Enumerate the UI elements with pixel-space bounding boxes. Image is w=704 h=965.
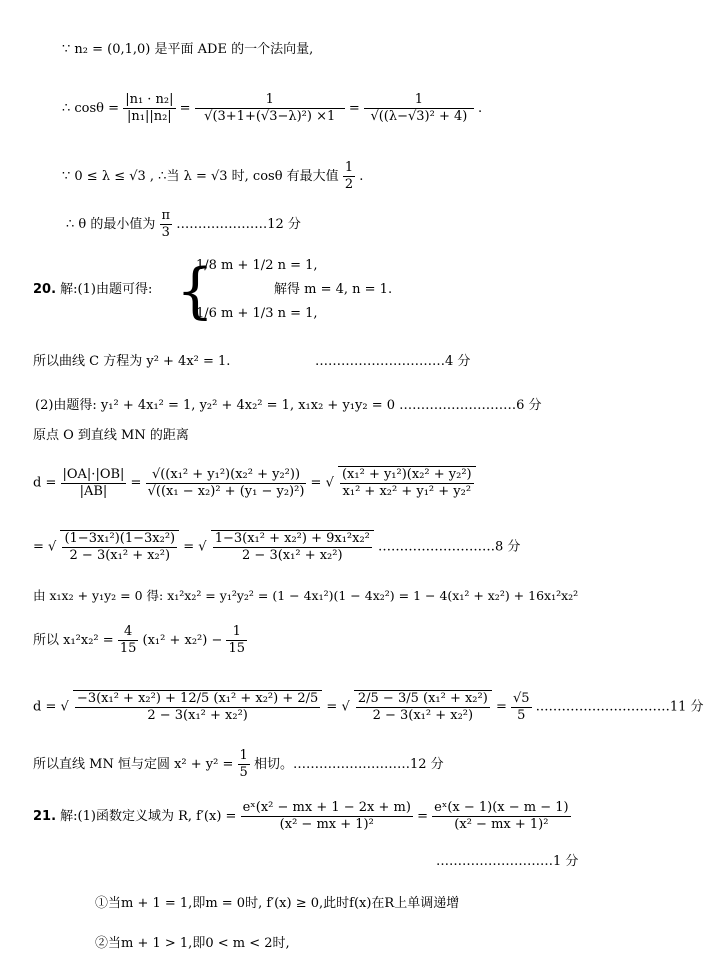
question-20: [33, 282, 152, 298]
brace-icon: {: [176, 256, 215, 326]
formula-lhs: d =: [33, 699, 57, 715]
formula-lhs: 所以 x₁²x₂² =: [33, 633, 114, 648]
denominator: 3: [161, 225, 170, 240]
text-line: [62, 42, 313, 58]
numerator: 1: [239, 748, 248, 763]
fraction: [364, 92, 474, 125]
numerator: 1: [364, 92, 474, 109]
fraction: [226, 624, 247, 657]
numerator: eˣ(x² − mx + 1 − 2x + m): [242, 800, 411, 815]
period: .: [478, 101, 483, 116]
denominator: (x² − mx + 1)²: [279, 817, 374, 832]
fraction: [118, 624, 139, 657]
fraction: [146, 467, 307, 500]
formula-line: d = $\frac{|OA|\cdot|OB|}{|AB|}$ = $\frac{\text{√((x₁² + y₁²)(x₂² + y₂²))}}{\text{√((x₁ − x₂)² + (y₁ − y₂)²)}}$ = √ $\frac{\text{(x₁² + y₁²)(x₂² + y₂²)}}{\text{x₁² + x₂² + y₁² + y₂²}}$: [33, 466, 476, 500]
fraction: [241, 800, 413, 833]
question-21: 21. 解:(1)函数定义域为 R, f′(x) = $\frac{\text{eˣ(x² − mx + 1 − 2x + m)}}{\text{(x² − mx + 1)²}}$ = $\frac{\text{eˣ(x − 1)(x − m − 1)}}{\text{(x² − mx + 1)²}}$: [33, 800, 569, 832]
denominator: |AB|: [79, 483, 108, 499]
fraction: [123, 92, 175, 125]
fraction: [61, 467, 127, 500]
fraction: [60, 530, 179, 564]
text: 原点 O 到直线 MN 的距离: [33, 428, 189, 443]
numerator: √((x₁² + y₁²)(x₂² + y₂²)): [146, 467, 307, 484]
system-row: 1/6 m + 1/3 n = 1,: [196, 306, 318, 321]
fraction: [195, 92, 345, 125]
fraction: [354, 690, 492, 724]
fraction: [211, 530, 374, 564]
denominator: 2 − 3(x₁² + x₂²): [372, 708, 474, 723]
denominator: 15: [228, 641, 246, 656]
text: ①当m + 1 = 1,即m = 0时, f′(x) ≥ 0,此时f(x)在R上单调递增: [95, 896, 460, 911]
denominator: 15: [119, 641, 137, 656]
denominator: 2 − 3(x₁² + x₂²): [69, 548, 171, 563]
denominator: 5: [239, 765, 248, 780]
denominator: |n₁||n₂|: [127, 109, 172, 124]
text: 解:(1)由题可得:: [60, 282, 153, 297]
numerator: 2/5 − 3/5 (x₁² + x₂²): [357, 691, 488, 706]
equals-sign: =: [348, 101, 360, 116]
numerator: (x₁² + y₁²)(x₂² + y₂²): [341, 467, 472, 482]
numerator: −3(x₁² + x₂²) + 12/5 (x₁² + x₂²) + 2/5: [76, 691, 319, 706]
score-marker: ………………………1 分: [436, 854, 579, 869]
denominator: (x² − mx + 1)²: [454, 817, 549, 832]
score-marker: …………………………4 分: [315, 354, 471, 369]
numerator: 1: [344, 160, 354, 175]
numerator: (1−3x₁²)(1−3x₂²): [64, 531, 176, 546]
text: (x₁² + x₂²) −: [142, 633, 223, 648]
fraction: [511, 691, 532, 724]
numerator: |n₁ · n₂|: [125, 92, 174, 107]
numerator: 1: [226, 624, 247, 641]
fraction: [73, 690, 322, 724]
equals-sign: =: [179, 101, 191, 116]
numerator: π: [161, 208, 171, 223]
formula-line: [33, 624, 247, 657]
fraction: [338, 466, 476, 500]
text: ∵ n₂ = (0,1,0) 是平面 ADE 的一个法向量,: [62, 42, 314, 57]
formula-lhs: d =: [33, 475, 57, 491]
denominator: 5: [517, 707, 526, 723]
score-marker: .…………………………11 分: [535, 699, 704, 715]
question-number: 20.: [33, 282, 57, 297]
text: 由 x₁x₂ + y₁y₂ = 0 得: x₁²x₂² = y₁²y₂² = (1 − 4x₁²)(1 − 4x₂²) = 1 − 4(x₁² + x₂²) + 16x₁²x₂²: [33, 588, 579, 603]
denominator: 2 − 3(x₁² + x₂²): [242, 548, 343, 563]
denominator: 2 − 3(x₁² + x₂²): [147, 708, 248, 723]
numerator: 1: [195, 92, 345, 109]
denominator: √((x₁ − x₂)² + (y₁ − y₂)²): [147, 483, 305, 499]
formula-line: = √ $\frac{\text{(1−3x₁²)(1−3x₂²)}}{\text{2 − 3(x₁² + x₂²)}}$ = √ $\frac{\text{1−3(x₁² + x₂²) + 9x₁²x₂²}}{\text{2 − 3(x₁² + x₂²)}}$ ………………………8 分: [33, 531, 521, 563]
denominator: √((λ−√3)² + 4): [370, 109, 468, 124]
text: 相切。………………………12 分: [253, 757, 444, 772]
numerator: √5: [512, 690, 530, 706]
formula-line: d = √ $\frac{\text{−3(x₁² + x₂²) + 12/5 (x₁² + x₂²) + 2/5}}{\text{2 − 3(x₁² + x₂²)}}$ = √ $\frac{\text{2/5 − 3/5 (x₁² + x₂²)}}{\text{2 − 3(x₁² + x₂²)}}$ = $\frac{√5}{5}$ .…………………………11 分: [33, 690, 704, 723]
text: 所以曲线 C 方程为 y² + 4x² = 1.: [33, 354, 231, 369]
text-line: [33, 748, 444, 781]
numerator: 1−3(x₁² + x₂²) + 9x₁²x₂²: [214, 531, 370, 546]
text-line: [66, 208, 301, 241]
text: ∵ 0 ≤ λ ≤ √3 , ∴当 λ = √3 时, cosθ 有最大值: [62, 169, 339, 184]
fraction: [432, 800, 571, 833]
text-line: [62, 160, 363, 193]
period: .: [359, 169, 364, 184]
text: 解得 m = 4, n = 1.: [274, 282, 393, 297]
question-number: 21.: [33, 809, 57, 824]
score-marker: ………………………8 分: [378, 539, 521, 555]
fraction: [160, 208, 173, 241]
text: ∴ θ 的最小值为: [66, 217, 156, 232]
numerator: 4: [118, 624, 139, 641]
text: ②当m + 1 > 1,即0 < m < 2时,: [95, 936, 290, 951]
system-row: 1/8 m + 1/2 n = 1,: [196, 258, 318, 273]
denominator: √(3+1+(√3−λ)²) ×1: [204, 109, 336, 124]
numerator: eˣ(x − 1)(x − m − 1): [434, 800, 569, 815]
formula-line: [62, 92, 482, 125]
text: (2)由题得: y₁² + 4x₁² = 1, y₂² + 4x₂² = 1, x₁x₂ + y₁y₂ = 0 ………………………6 分: [35, 398, 542, 413]
fraction: [343, 160, 355, 193]
numerator: |OA|·|OB|: [62, 466, 125, 482]
text: 所以直线 MN 恒与定圆 x² + y² =: [33, 757, 234, 772]
denominator: x₁² + x₂² + y₁² + y₂²: [342, 484, 472, 499]
score-marker: …………………12 分: [176, 217, 301, 232]
fraction: [238, 748, 250, 781]
formula-lhs: ∴ cosθ =: [62, 101, 120, 116]
denominator: 2: [344, 177, 354, 192]
text: 解:(1)函数定义域为 R, f′(x) =: [60, 809, 237, 824]
